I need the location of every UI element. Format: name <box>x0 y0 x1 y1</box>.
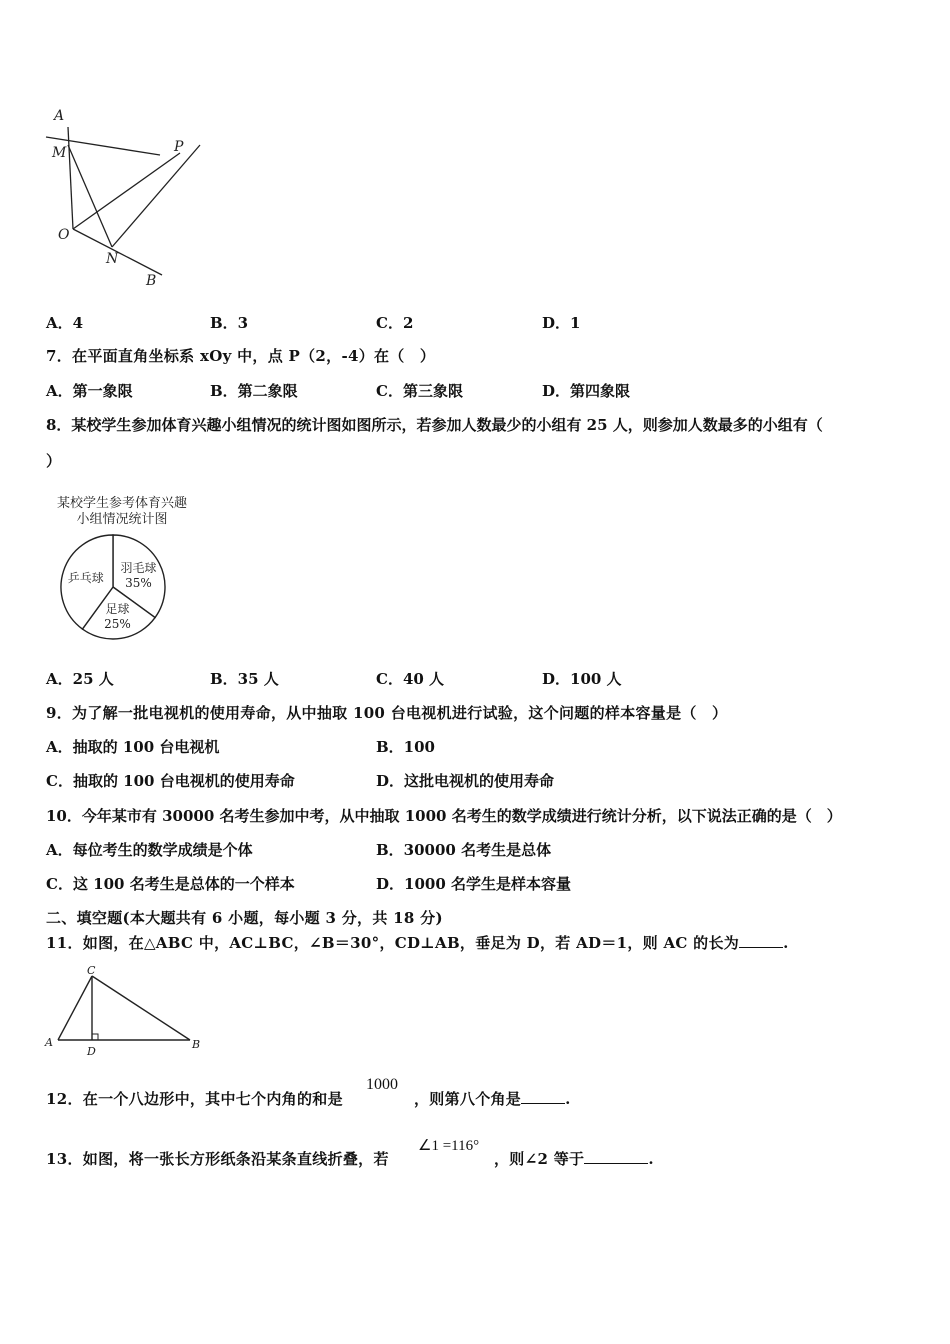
q13-tail <box>494 1148 654 1169</box>
q10-option-d: D．1000 名学生是样本容量 <box>376 875 571 893</box>
q9-option-c: C．抽取的 100 台电视机的使用寿命 <box>46 772 295 790</box>
q13-stem: 13．如图，将一张长方形纸条沿某条直线折叠，若 <box>46 1150 389 1168</box>
label-a: A <box>54 108 65 124</box>
q12-tail <box>414 1088 571 1109</box>
chart-subtitle: 小组情况统计图 <box>76 512 168 527</box>
line-op <box>73 153 180 229</box>
side-bc <box>92 976 190 1040</box>
label-m: M <box>52 145 67 161</box>
chart-title: 某校学生参考体育兴趣 <box>56 496 188 511</box>
q6-option-a: A．4 <box>46 314 84 332</box>
line-np <box>112 145 200 247</box>
q8-stem: 8．某校学生参加体育兴趣小组情况的统计图如图所示，若参加人数最少的小组有 25 人，则参加人数最多的小组有（ <box>46 416 823 434</box>
label-b: B <box>146 273 157 289</box>
label-c: C <box>87 964 96 977</box>
label-a: A <box>45 1036 53 1049</box>
q13-after: ，则∠2 等于 <box>494 1150 585 1168</box>
side-ac <box>58 976 92 1040</box>
q7-option-a: A．第一象限 <box>46 382 133 400</box>
q8-stem-end: ） <box>46 452 62 470</box>
pie-value-1: 25% <box>104 617 131 632</box>
q6-option-c: C．2 <box>376 314 414 332</box>
q10-option-a: A．每位考生的数学成绩是个体 <box>46 841 253 859</box>
q7-stem: 7．在平面直角坐标系 xOy 中，点 P（2，-4）在（ ） <box>46 347 436 365</box>
q12-stem: 12．在一个八边形中，其中七个内角的和是 <box>46 1090 343 1108</box>
q13-line <box>46 1148 389 1169</box>
geometry-figure-q6 <box>40 105 220 295</box>
line-mn <box>68 145 112 247</box>
q6-option-b: B．3 <box>210 314 249 332</box>
pie-label-2: 乒乓球 <box>67 571 104 586</box>
q12-line <box>46 1088 343 1109</box>
ray-oa <box>68 127 73 229</box>
section-2-heading: 二、填空题(本大题共有 6 小题，每小题 3 分，共 18 分) <box>46 909 443 927</box>
q11-stem: 11．如图，在△ABC 中，AC⊥BC，∠B＝30°，CD⊥AB，垂足为 D，若 AD＝1，则 AC 的长为 <box>46 934 740 952</box>
label-o: O <box>58 227 70 243</box>
q8-option-c: C．40 人 <box>376 670 445 688</box>
label-n: N <box>106 251 119 267</box>
q9-option-a: A．抽取的 100 台电视机 <box>46 738 220 756</box>
q11-end: . <box>783 934 789 952</box>
q8-option-b: B．35 人 <box>210 670 279 688</box>
label-d: D <box>87 1045 96 1057</box>
pie-label-1: 足球 <box>105 602 130 617</box>
q7-option-b: B．第二象限 <box>210 382 298 400</box>
q9-option-b: B．100 <box>376 738 435 756</box>
q11-line <box>46 932 789 953</box>
label-b: B <box>192 1038 201 1051</box>
q12-after: ，则第八个角是 <box>414 1090 522 1108</box>
q6-option-d: D．1 <box>542 314 581 332</box>
pie-chart <box>40 490 210 650</box>
q9-stem: 9．为了解一批电视机的使用寿命，从中抽取 100 台电视机进行试验，这个问题的样本容量是（ ） <box>46 704 728 722</box>
q7-option-d: D．第四象限 <box>542 382 631 400</box>
q12-end: . <box>565 1090 571 1108</box>
q8-option-d: D．100 人 <box>542 670 622 688</box>
q10-option-c: C．这 100 名考生是总体的一个样本 <box>46 875 295 893</box>
q7-option-c: C．第三象限 <box>376 382 463 400</box>
pie-value-0: 35% <box>125 576 152 591</box>
q13-end: . <box>648 1150 654 1168</box>
right-angle-mark <box>92 1034 98 1040</box>
q12-value: 1000 <box>366 1076 398 1093</box>
q12-answer-blank <box>521 1088 565 1104</box>
q10-option-b: B．30000 名考生是总体 <box>376 841 552 859</box>
q13-answer-blank <box>584 1148 648 1164</box>
triangle-figure-q11 <box>40 962 210 1057</box>
pie-label-0: 羽毛球 <box>120 561 157 576</box>
label-p: P <box>174 139 184 155</box>
q11-answer-blank <box>739 932 783 948</box>
q10-stem: 10．今年某市有 30000 名考生参加中考，从中抽取 1000 名考生的数学成绩进行统计分析，以下说法正确的是（ ） <box>46 807 842 825</box>
q8-option-a: A．25 人 <box>46 670 114 688</box>
q9-option-d: D．这批电视机的使用寿命 <box>376 772 555 790</box>
q13-angle: ∠1 =116° <box>418 1138 480 1154</box>
